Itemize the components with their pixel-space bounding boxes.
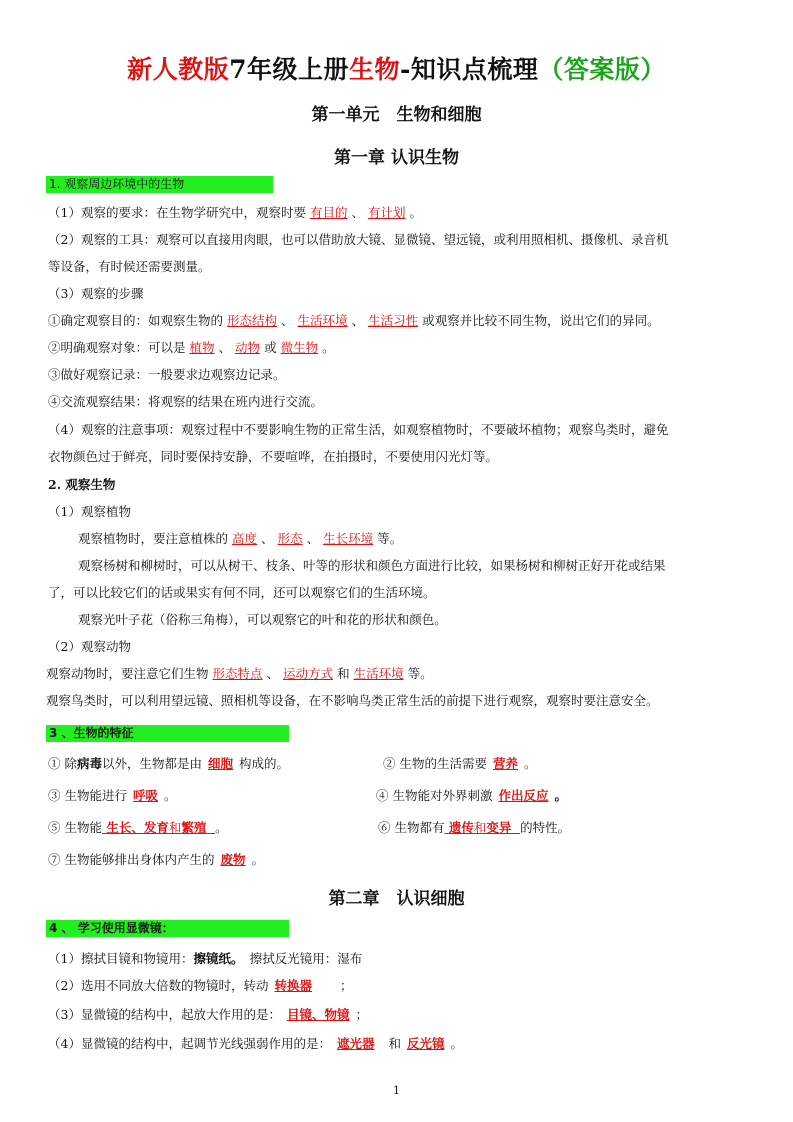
- text-line: （2）选用不同放大倍数的物镜时，转动 转换器 ；: [48, 978, 353, 993]
- section-heading: 1. 观察周边环境中的生物: [46, 176, 273, 193]
- feature-item: ③ 生物能进行 呼吸 。: [48, 788, 177, 803]
- feature-item: ① 除病毒以外，生物都是由 细胞 构成的。: [48, 756, 290, 771]
- text-line: （4）观察的注意事项：观察过程中不要影响生物的正常生活，如观察植物时，不要破坏植物；观察鸟类时，避免: [48, 422, 669, 437]
- answer-blank: 植物: [189, 340, 215, 355]
- answer-blank: 反光镜: [407, 1036, 445, 1051]
- text-line: 衣物颜色过于鲜亮，同时要保持安静，不要喧哗，在拍摄时，不要使用闪光灯等。: [48, 449, 499, 464]
- text-line: 观察鸟类时，可以利用望远镜、照相机等设备，在不影响鸟类正常生活的前提下进行观察，观察时要注意安全。: [46, 693, 659, 708]
- answer-blank: 生长环境: [323, 531, 374, 546]
- title-part: -知识点梳理: [400, 55, 539, 84]
- answer-blank: 高度: [232, 531, 258, 546]
- title-part: 新人教版: [127, 55, 230, 84]
- page-number: 1: [393, 1084, 400, 1097]
- answer-blank: 运动方式: [283, 666, 334, 681]
- answer-blank: 有目的: [309, 205, 348, 220]
- answer-blank: 形态特点: [212, 666, 263, 681]
- text-line: ④交流观察结果：将观察的结果在班内进行交流。: [48, 394, 324, 409]
- text-line: 了，可以比较它们的话或果实有何不同，还可以观察它们的生活环境。: [48, 585, 436, 600]
- answer-blank: 动物: [235, 340, 261, 355]
- text-line: ③做好观察记录：一般要求边观察边记录。: [48, 367, 286, 382]
- answer-blank: 生活习性: [368, 313, 419, 328]
- section-heading: 2. 观察生物: [48, 477, 116, 492]
- answer-blank: 微生物: [280, 340, 319, 355]
- text-line: （4）显微镜的结构中，起调节光线强弱作用的是： 遮光器 和 反光镜 。: [48, 1036, 464, 1051]
- feature-item: ⑦ 生物能够排出身体内产生的 废物 。: [48, 852, 265, 867]
- answer-blank: 形态: [277, 531, 303, 546]
- answer-blank: 细胞: [208, 756, 234, 771]
- feature-item: ⑥ 生物都有 遗传和变异 的特性。: [378, 820, 571, 835]
- answer-blank: 遮光器: [336, 1036, 375, 1051]
- chapter-heading: 第一章 认识生物: [334, 148, 459, 168]
- text-line: 观察植物时，要注意植株的 高度 、 形态 、 生长环境 等。: [78, 531, 403, 546]
- text-line: （1）观察的要求：在生物学研究中，观察时要 有目的 、 有计划 。: [48, 205, 423, 220]
- answer-blank: 作出反应: [498, 788, 549, 803]
- text-line: 观察杨树和柳树时，可以从树干、枝条、叶等的形状和颜色方面进行比较，如果杨树和柳树正好开花或结果: [78, 558, 666, 573]
- section-heading: 4 、 学习使用显微镜：: [46, 920, 289, 937]
- section-heading: 3 、生物的特征: [46, 725, 289, 742]
- chapter-heading: 第二章 认识细胞: [328, 889, 465, 909]
- answer-blank: 废物: [220, 852, 246, 867]
- text-line: （3）显微镜的结构中，起放大作用的是： 目镜、物镜 ；: [48, 1007, 368, 1022]
- answer-blank: 转换器: [274, 978, 312, 993]
- text-line: （1）擦拭目镜和物镜用：擦镜纸。 擦拭反光镜用：湿布: [48, 951, 363, 966]
- answer-blank: 营养: [492, 756, 518, 771]
- page-title: [0, 50, 793, 86]
- answer-blank: 有计划: [368, 205, 406, 220]
- answer-blank: 生活环境: [297, 313, 348, 328]
- feature-item: ④ 生物能对外界刺激 作出反应 。: [376, 788, 568, 803]
- text-line: （2）观察的工具：观察可以直接用肉眼，也可以借助放大镜、显微镜、望远镜，或利用照相机、摄像机、录音机: [48, 232, 669, 247]
- title-part: （答案版）: [538, 55, 666, 84]
- title-part: 生物: [349, 55, 401, 84]
- unit-heading: 第一单元 生物和细胞: [311, 105, 482, 125]
- feature-item: ⑤ 生物能 生长、发育和繁殖 。: [48, 820, 228, 835]
- answer-blank: 生活环境: [353, 666, 404, 681]
- answer-blank: 呼吸: [132, 788, 158, 803]
- answer-blank: 目镜、物镜: [286, 1007, 350, 1022]
- text-line: （2）观察动物: [48, 639, 131, 654]
- text-line: 观察动物时，要注意它们生物 形态特点 、 运动方式 和 生活环境 等。: [46, 666, 433, 681]
- answer-blank: 形态结构: [227, 313, 278, 328]
- text-line: ①确定观察目的：如观察生物的 形态结构 、 生活环境 、 生活习性 或观察并比较不同生物，说出它们的异同。: [48, 313, 660, 328]
- text-line: ②明确观察对象：可以是 植物 、 动物 或 微生物 。: [48, 340, 335, 355]
- text-line: （3）观察的步骤: [48, 286, 144, 301]
- title-part: 7年级上册: [229, 55, 349, 84]
- text-line: 等设备，有时候还需要测量。: [48, 259, 211, 274]
- text-line: 观察光叶子花（俗称三角梅），可以观察它的叶和花的形状和颜色。: [78, 612, 447, 627]
- text-line: （1）观察植物: [48, 504, 131, 519]
- feature-item: ② 生物的生活需要 营养 。: [383, 756, 537, 771]
